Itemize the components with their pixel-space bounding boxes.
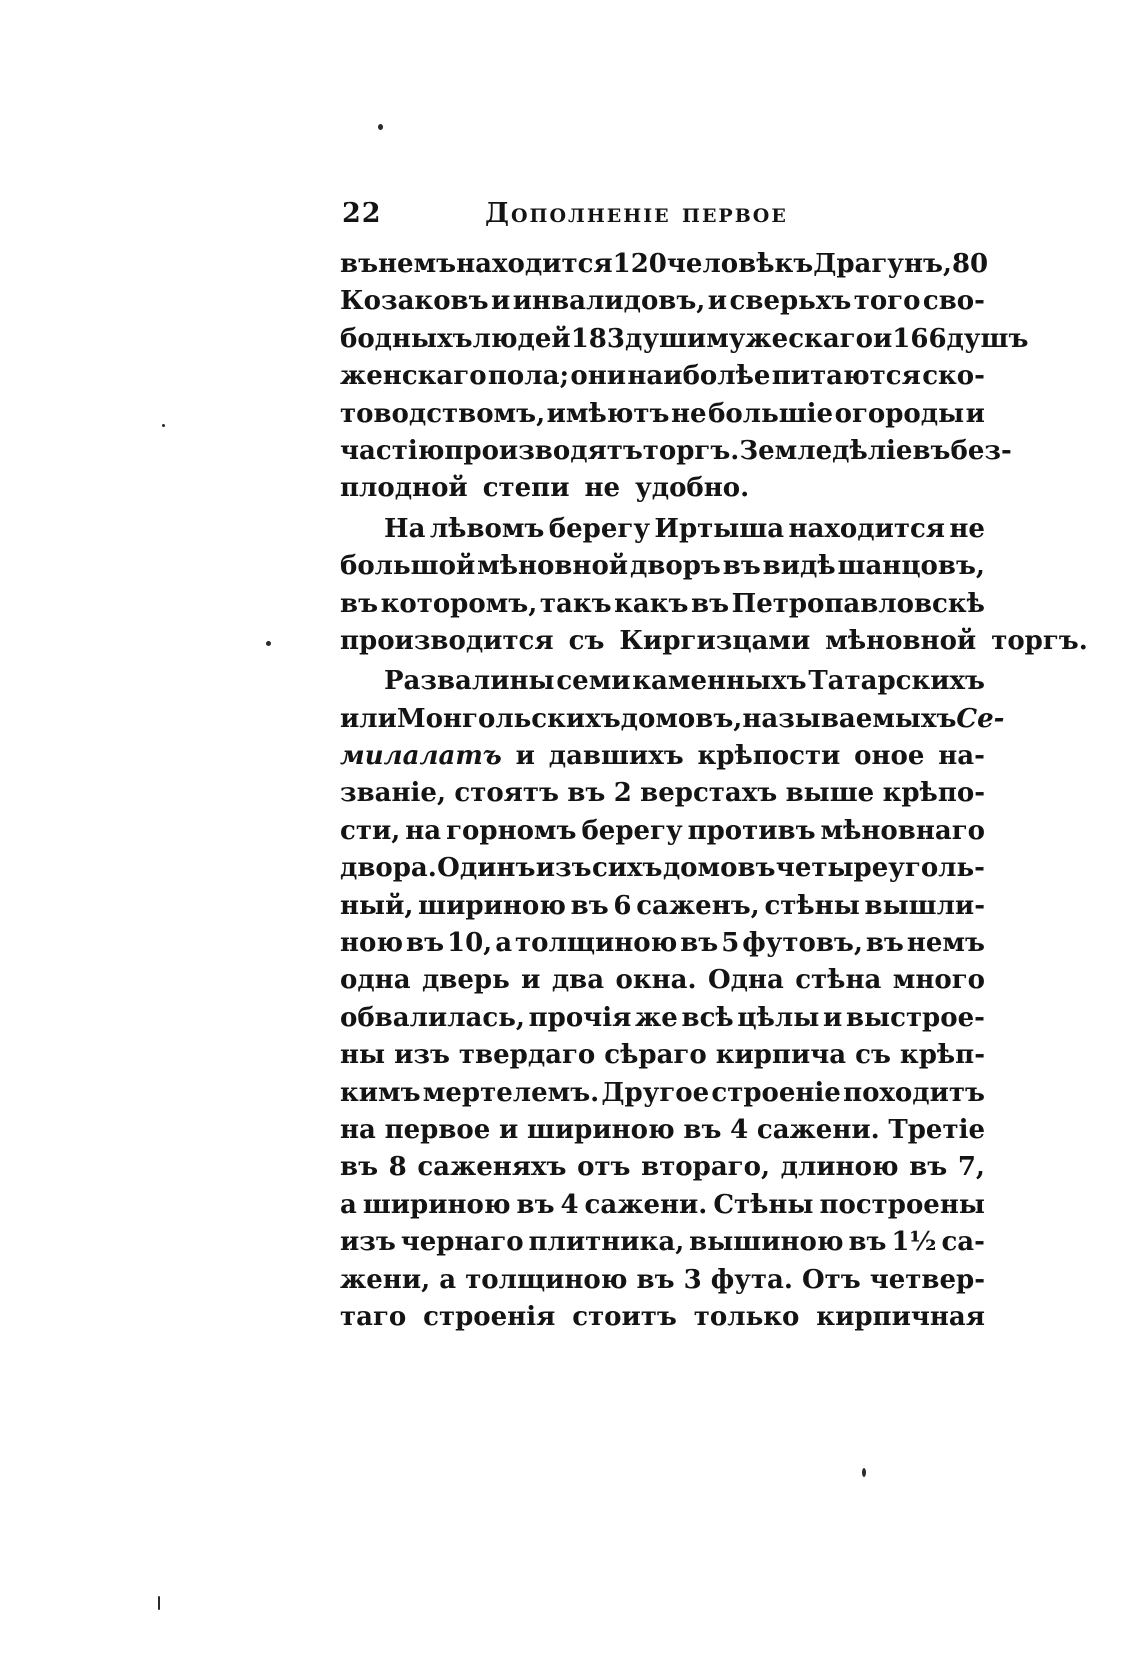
word: товодствомъ, bbox=[340, 398, 546, 429]
word: въ bbox=[406, 928, 445, 959]
word: Се- bbox=[956, 703, 1005, 734]
word: 3 bbox=[683, 1264, 702, 1295]
text-line bbox=[340, 249, 989, 286]
word: цѣлы bbox=[737, 1002, 820, 1033]
word: бодныхъ bbox=[340, 323, 473, 354]
word: ны bbox=[340, 1040, 386, 1071]
word: въ bbox=[680, 928, 719, 959]
word: въ bbox=[909, 1152, 948, 1183]
word: сво- bbox=[922, 286, 985, 317]
word: всѣ bbox=[681, 1002, 734, 1033]
word: на bbox=[405, 815, 442, 846]
text-line bbox=[340, 891, 985, 928]
text-line bbox=[340, 435, 1012, 473]
word: же bbox=[635, 1002, 678, 1033]
word: втораго, bbox=[641, 1152, 770, 1183]
word: не bbox=[949, 513, 985, 544]
word: мужескаго bbox=[706, 323, 873, 354]
word: первое bbox=[384, 1114, 491, 1145]
word: имѣютъ bbox=[546, 398, 670, 429]
paragraph bbox=[340, 249, 1029, 511]
word: домовъ, bbox=[620, 703, 743, 734]
word: строенiя bbox=[423, 1301, 556, 1332]
word: 10, bbox=[447, 928, 493, 959]
word: оное bbox=[854, 741, 925, 772]
text-line bbox=[340, 551, 985, 588]
word: сажени. bbox=[584, 1189, 708, 1220]
word: частiю bbox=[340, 435, 445, 466]
word: домовъ bbox=[662, 853, 776, 884]
word: двора. bbox=[340, 853, 437, 884]
word: а bbox=[340, 1189, 357, 1220]
word: 183 bbox=[570, 323, 625, 354]
word: и bbox=[491, 286, 511, 317]
word: Отъ bbox=[801, 1264, 861, 1295]
word: стоитъ bbox=[572, 1301, 677, 1332]
word: степи bbox=[482, 473, 570, 504]
word: стоятъ bbox=[454, 778, 559, 809]
word: въ bbox=[516, 1189, 555, 1220]
word: милалатъ bbox=[340, 741, 502, 772]
word: или bbox=[340, 703, 397, 734]
word: женскаго bbox=[340, 361, 487, 392]
word: окна. bbox=[615, 965, 697, 996]
word: ною bbox=[340, 928, 404, 959]
word: Козаковъ bbox=[340, 286, 489, 317]
word: давшихъ bbox=[548, 741, 684, 772]
word: не bbox=[671, 398, 707, 429]
word: толщиною bbox=[515, 928, 678, 959]
word: сѣраго bbox=[604, 1040, 707, 1071]
word: дворъ bbox=[629, 551, 721, 582]
text-line bbox=[340, 1227, 985, 1264]
text-line bbox=[340, 323, 1029, 361]
word: 166 bbox=[892, 323, 947, 354]
text-line bbox=[340, 965, 985, 1002]
word: выше bbox=[785, 778, 875, 809]
word: ный, bbox=[340, 890, 414, 921]
word: Земледѣлiе bbox=[739, 435, 913, 466]
running-head: Дополненiе первое bbox=[485, 198, 788, 229]
word: На bbox=[384, 513, 426, 544]
word: походитъ bbox=[843, 1077, 985, 1108]
text-line bbox=[340, 514, 985, 551]
word: такъ bbox=[539, 588, 612, 619]
word: въ bbox=[912, 435, 951, 466]
word: Иртыша bbox=[654, 513, 785, 544]
word: мертелемъ. bbox=[422, 1077, 600, 1108]
word: саженъ, bbox=[636, 890, 760, 921]
word: Петропавловскѣ bbox=[731, 588, 985, 619]
word: таго bbox=[340, 1301, 407, 1332]
word: чернаго bbox=[400, 1227, 524, 1258]
word: людей bbox=[472, 323, 571, 354]
word: торгъ. bbox=[991, 625, 1088, 656]
word: и bbox=[498, 1114, 519, 1145]
word: званiе, bbox=[340, 778, 447, 809]
text-line bbox=[340, 625, 1088, 663]
word: въ bbox=[340, 249, 379, 279]
text-line bbox=[340, 778, 985, 815]
word: одна bbox=[340, 965, 411, 996]
text-line bbox=[340, 1190, 985, 1227]
word: пола; bbox=[487, 361, 570, 392]
word: кирпичная bbox=[816, 1301, 985, 1332]
word: Стѣны bbox=[713, 1189, 814, 1220]
word: немъ bbox=[906, 928, 985, 959]
word: огороды bbox=[834, 398, 965, 429]
word: жени, bbox=[340, 1264, 431, 1295]
scan-speck bbox=[158, 1596, 160, 1610]
word: на bbox=[340, 1114, 376, 1145]
word: 4 bbox=[560, 1189, 579, 1220]
word: берегу bbox=[581, 815, 683, 846]
word: и bbox=[965, 398, 985, 429]
text-line bbox=[340, 1078, 985, 1115]
word: берегу bbox=[548, 513, 650, 544]
scan-speck bbox=[862, 1468, 866, 1477]
word: четвер- bbox=[869, 1264, 985, 1295]
word: фута. bbox=[710, 1264, 793, 1295]
word: они bbox=[570, 361, 627, 392]
text-line bbox=[340, 361, 985, 398]
word: называемыхъ bbox=[742, 703, 957, 734]
scan-speck bbox=[378, 124, 383, 130]
word: въ bbox=[722, 551, 761, 582]
word: 4 bbox=[730, 1114, 749, 1145]
word: два bbox=[551, 965, 605, 996]
word: немъ bbox=[378, 249, 457, 279]
word: инвалидовъ, bbox=[512, 286, 706, 317]
word: противъ bbox=[687, 815, 816, 846]
word: каменныхъ bbox=[632, 666, 807, 697]
word: прочiя bbox=[528, 1002, 632, 1033]
word: производятъ bbox=[444, 435, 643, 466]
word: въ bbox=[340, 1152, 379, 1183]
word: Одна bbox=[707, 965, 784, 996]
word: питаются bbox=[771, 361, 921, 392]
word: плодной bbox=[340, 473, 468, 504]
word: сихъ bbox=[591, 853, 663, 884]
word: без- bbox=[950, 435, 1012, 466]
word: много bbox=[892, 965, 985, 996]
word: изъ bbox=[394, 1040, 450, 1071]
word: 7, bbox=[957, 1152, 985, 1183]
word: большой bbox=[340, 551, 476, 582]
word: человѣкъ bbox=[666, 249, 814, 279]
word: того bbox=[853, 286, 921, 317]
word: изъ bbox=[340, 1227, 396, 1258]
word: не bbox=[584, 473, 621, 504]
word: четыреуголь- bbox=[775, 853, 985, 884]
text-line bbox=[340, 286, 985, 323]
word: обвалилась, bbox=[340, 1002, 525, 1033]
word: находится bbox=[788, 513, 945, 544]
scan-speck bbox=[266, 641, 271, 646]
text-line bbox=[340, 1265, 985, 1302]
page-number: 22 bbox=[342, 198, 382, 229]
word: мѣновной bbox=[477, 551, 629, 582]
word: Другое bbox=[601, 1077, 710, 1108]
text-line bbox=[340, 1302, 985, 1339]
word: строенiе bbox=[711, 1077, 841, 1108]
word: на- bbox=[938, 741, 985, 772]
text-line bbox=[340, 1152, 985, 1189]
word: и bbox=[521, 965, 541, 996]
word: сверьхъ bbox=[729, 286, 852, 317]
body-text bbox=[340, 249, 1088, 1342]
text-line bbox=[340, 816, 985, 853]
word: 8 bbox=[388, 1152, 407, 1183]
text-line bbox=[340, 928, 985, 965]
word: и bbox=[515, 741, 535, 772]
text-line bbox=[340, 1003, 985, 1040]
text-line bbox=[340, 741, 985, 778]
word: построены bbox=[819, 1189, 985, 1220]
word: саженяхъ bbox=[417, 1152, 567, 1183]
word: плитника, bbox=[528, 1227, 685, 1258]
word: Третiе bbox=[888, 1114, 985, 1145]
word: сажени. bbox=[756, 1114, 880, 1145]
word: въ bbox=[691, 588, 730, 619]
word: и bbox=[822, 1002, 843, 1033]
word: кирпича bbox=[715, 1040, 847, 1071]
word: 5 bbox=[721, 928, 740, 959]
text-line bbox=[340, 589, 985, 626]
word: горномъ bbox=[446, 815, 577, 846]
word: выстрое- bbox=[845, 1002, 985, 1033]
word: въ bbox=[636, 1264, 675, 1295]
text-line bbox=[340, 399, 985, 436]
page-header bbox=[342, 196, 942, 236]
word: наиболѣе bbox=[627, 361, 771, 392]
word: Одинъ bbox=[437, 853, 536, 884]
word: а bbox=[495, 928, 513, 959]
text-line bbox=[340, 853, 985, 890]
word: душъ bbox=[946, 323, 1029, 354]
word: удобно. bbox=[635, 473, 750, 504]
word: ско- bbox=[922, 361, 985, 392]
word: 120 bbox=[612, 249, 667, 279]
word: а bbox=[439, 1264, 457, 1295]
word: съ bbox=[568, 625, 605, 656]
word: мѣновнаго bbox=[820, 815, 985, 846]
scan-speck bbox=[162, 424, 165, 427]
word: только bbox=[693, 1301, 800, 1332]
word: семи bbox=[556, 666, 631, 697]
word: лѣвомъ bbox=[429, 513, 545, 544]
word: дверь bbox=[421, 965, 510, 996]
word: стѣны bbox=[764, 890, 860, 921]
word: и bbox=[707, 286, 728, 317]
word: толщиною bbox=[465, 1264, 628, 1295]
word: и bbox=[872, 323, 893, 354]
word: Татарскихъ bbox=[808, 666, 985, 697]
word: съ bbox=[855, 1040, 891, 1071]
word: Драгунъ, bbox=[813, 249, 952, 279]
word: 6 bbox=[613, 890, 632, 921]
word: производится bbox=[340, 625, 554, 656]
text-line bbox=[340, 473, 985, 510]
word: длиною bbox=[780, 1152, 899, 1183]
word: торгъ. bbox=[642, 435, 740, 466]
word: Развалины bbox=[384, 666, 555, 697]
paragraph bbox=[340, 513, 1088, 664]
text-line bbox=[340, 1040, 985, 1077]
word: въ bbox=[570, 890, 609, 921]
word: шанцовъ, bbox=[837, 551, 985, 582]
word: 2 bbox=[613, 778, 632, 809]
word: футовъ, bbox=[742, 928, 863, 959]
text-line bbox=[340, 703, 1005, 741]
word: какъ bbox=[614, 588, 689, 619]
word: Монгольскихъ bbox=[396, 703, 621, 734]
word: 80 bbox=[951, 249, 989, 279]
word: крѣпо- bbox=[882, 778, 985, 809]
word: твердаго bbox=[458, 1040, 596, 1071]
word: въ bbox=[848, 1227, 887, 1258]
word: видѣ bbox=[762, 551, 836, 582]
text-line bbox=[340, 666, 985, 703]
word: изъ bbox=[535, 853, 592, 884]
word: въ bbox=[567, 778, 606, 809]
word: въ bbox=[340, 588, 379, 619]
word: 1½ bbox=[891, 1227, 937, 1258]
paragraph bbox=[340, 666, 1005, 1339]
word: крѣп- bbox=[899, 1040, 985, 1071]
word: шириною bbox=[526, 1114, 675, 1145]
word: стѣна bbox=[795, 965, 882, 996]
word: которомъ, bbox=[380, 588, 538, 619]
word: сти, bbox=[340, 815, 401, 846]
word: кимъ bbox=[340, 1077, 421, 1108]
word: крѣпости bbox=[697, 741, 841, 772]
word: шириною bbox=[362, 1189, 511, 1220]
word: души bbox=[625, 323, 707, 354]
word: находится bbox=[456, 249, 613, 279]
word: въ bbox=[683, 1114, 722, 1145]
word: са- bbox=[941, 1227, 985, 1258]
word: верстахъ bbox=[640, 778, 778, 809]
text-line bbox=[340, 1115, 985, 1152]
word: большiе bbox=[708, 398, 834, 429]
word: въ bbox=[865, 928, 904, 959]
word: мѣновной bbox=[825, 625, 977, 656]
word: шириною bbox=[418, 890, 566, 921]
word: Киргизцами bbox=[619, 625, 811, 656]
word: отъ bbox=[577, 1152, 631, 1183]
word: вышиною bbox=[689, 1227, 844, 1258]
word: вышли- bbox=[864, 890, 985, 921]
